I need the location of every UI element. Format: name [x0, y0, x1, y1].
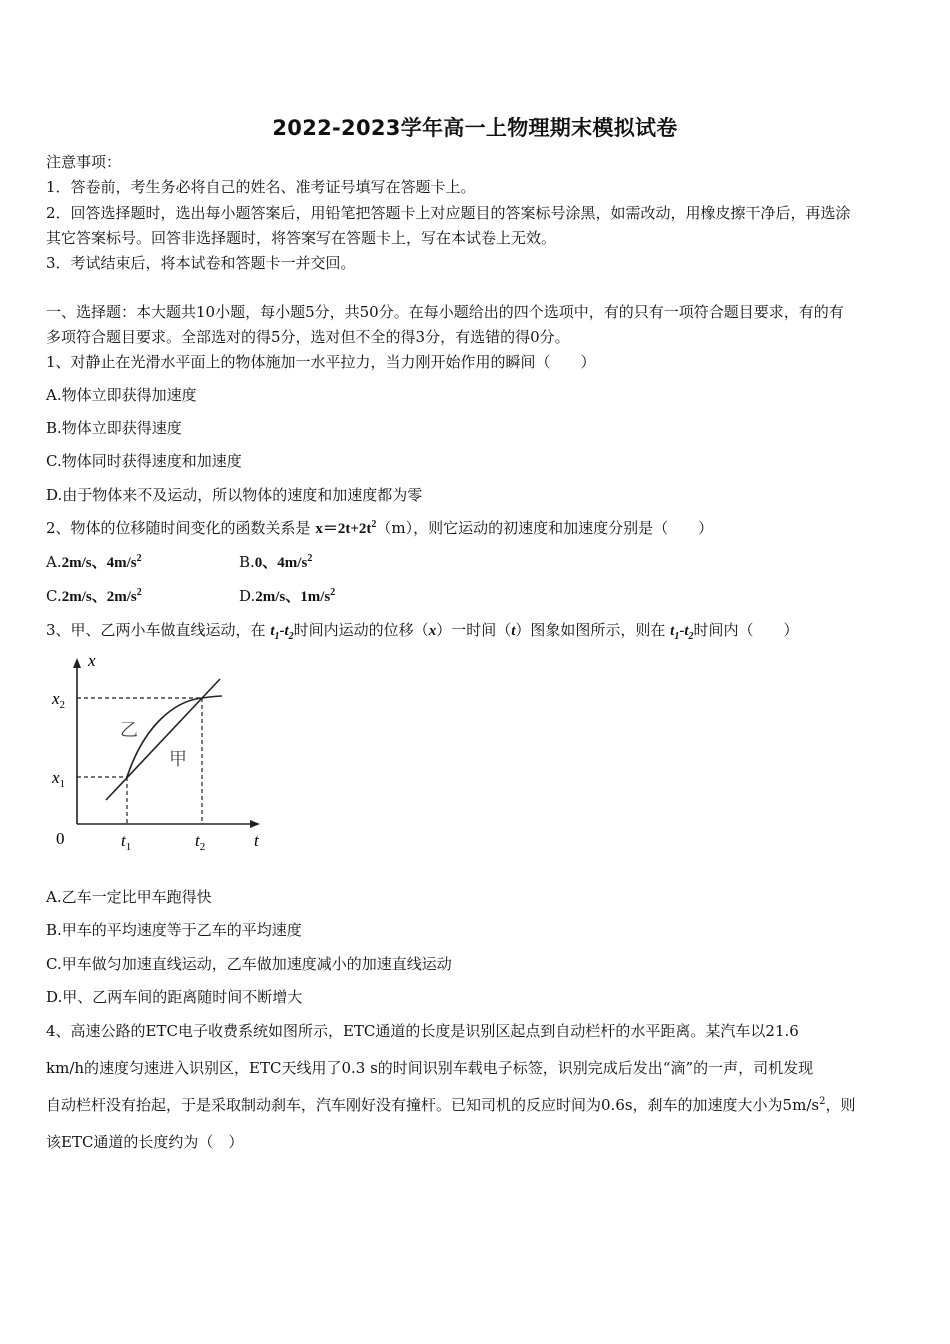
t2-var: t	[195, 831, 200, 850]
q3-t2b-var: t	[684, 623, 689, 639]
q4-line-2: km/h的速度匀速进入识别区，ETC天线用了0.3 s的时间识别车载电子标签，识别完成后发出“滴”的一声，司机发现	[46, 1059, 814, 1077]
q3-t1b-var: t	[670, 623, 675, 639]
q3-stem-b: 时间内运动的位移（	[293, 621, 429, 639]
x1-label	[51, 768, 65, 790]
q2-option-c-exp: 2	[136, 587, 142, 598]
q2-option-c	[46, 586, 142, 607]
q3-t1-sub: 1	[274, 631, 280, 642]
y-axis-arrow	[73, 658, 81, 668]
notice-heading: 注意事项：	[46, 153, 122, 171]
q1-option-c: C.物体同时获得速度和加速度	[46, 452, 242, 470]
q3-option-b: B.甲车的平均速度等于乙车的平均速度	[46, 921, 302, 939]
q3-option-c: C.甲车做匀加速直线运动，乙车做加速度减小的加速直线运动	[46, 955, 452, 973]
q1-option-d: D.由于物体来不及运动，所以物体的速度和加速度都为零	[46, 486, 423, 504]
q2-option-b-label: B.	[239, 553, 255, 571]
q3-t2	[284, 623, 294, 642]
q2-option-d	[239, 586, 335, 607]
q1-stem: 1、对静止在光滑水平面上的物体施加一水平拉力，当力刚开始作用的瞬间（ ）	[46, 353, 596, 371]
q2-option-b-value: 0、4m/s	[254, 555, 308, 571]
t1-label	[121, 831, 131, 853]
q3-t2b-sub: 2	[688, 631, 694, 642]
x1-var: x	[52, 768, 60, 787]
q3-t2-sub: 2	[288, 631, 294, 642]
q2-option-d-exp: 2	[330, 587, 336, 598]
x2-sub: 2	[59, 699, 66, 711]
q4-line-4: 该ETC通道的长度约为（ ）	[46, 1133, 244, 1151]
q3-option-a: A.乙车一定比甲车跑得快	[46, 888, 212, 906]
notice-item-3: 3．考试结束后，将本试卷和答题卡一并交回。	[46, 254, 356, 272]
q2-option-a	[46, 552, 142, 573]
q2-formula	[315, 521, 376, 537]
q4-line-3-exp: 2	[819, 1096, 826, 1107]
q2-option-b-exp: 2	[307, 553, 313, 564]
x1-sub: 1	[59, 778, 66, 790]
q4-line-3-end: ，则	[825, 1096, 856, 1114]
q2-formula-exponent: 2	[371, 519, 377, 530]
q2-option-d-label: D.	[239, 587, 256, 605]
q3-xt-graph	[44, 646, 272, 856]
q3-t1	[270, 623, 280, 642]
q2-option-c-value: 2m/s、2m/s	[61, 589, 137, 605]
q4-line-3	[46, 1095, 855, 1115]
q2-option-a-label: A.	[46, 553, 62, 571]
q2-option-a-value: 2m/s、4m/s	[61, 555, 137, 571]
x2-label	[51, 689, 65, 711]
q1-option-b: B.物体立即获得速度	[46, 419, 182, 437]
q3-t-var: t	[511, 623, 516, 639]
q3-stem-a: 3、甲、乙两小车做直线运动，在	[46, 621, 271, 639]
q4-line-1: 4、高速公路的ETC电子收费系统如图所示，ETC通道的长度是识别区起点到自动栏杆的水平距离。某汽车以21.6	[46, 1022, 799, 1040]
notice-item-2-cont: 其它答案标号。回答非选择题时，将答案写在答题卡上，写在本试卷上无效。	[46, 229, 557, 247]
q3-stem	[46, 620, 799, 641]
q2-option-a-exp: 2	[136, 553, 142, 564]
q2-option-b	[239, 552, 312, 573]
page-title: 2022-2023学年高一上物理期末模拟试卷	[272, 116, 678, 140]
q4-line-3-text: 自动栏杆没有抬起，于是采取制动刹车，汽车刚好没有撞杆。已知司机的反应时间为0.6s，刹车的加速度大小为5m/s	[46, 1096, 820, 1114]
origin-label: 0	[56, 829, 65, 848]
jia-label: 甲	[169, 749, 187, 769]
q2-option-c-label: C.	[46, 587, 62, 605]
q3-t1-var: t	[270, 623, 275, 639]
notice-item-1: 1．答卷前，考生务必将自己的姓名、准考证号填写在答题卡上。	[46, 178, 476, 196]
x-axis-arrow	[250, 820, 260, 828]
q1-option-a: A.物体立即获得加速度	[46, 386, 197, 404]
q3-dash: -	[279, 623, 285, 639]
q3-stem-d: ）图象如图所示，则在	[515, 621, 671, 639]
section-intro-line1: 一、选择题：本大题共10小题，每小题5分，共50分。在每小题给出的四个选项中，有的只有一项符合题目要求，有的有	[46, 303, 844, 321]
yi-label: 乙	[120, 720, 138, 740]
q3-t2-var: t	[284, 623, 289, 639]
x-axis-label: t	[254, 831, 259, 850]
x2-var: x	[52, 689, 60, 708]
t1-var: t	[121, 831, 126, 850]
t1-sub: 1	[125, 841, 132, 853]
q2-formula-text: x＝2t+2t	[315, 521, 372, 537]
t2-sub: 2	[199, 841, 206, 853]
q2-stem	[46, 518, 713, 539]
q3-t1b	[670, 623, 680, 642]
q3-t2b	[684, 623, 694, 642]
q3-x-var: x	[428, 623, 437, 639]
q2-stem-start: 2、物体的位移随时间变化的函数关系是	[46, 519, 316, 537]
q3-t1b-sub: 1	[674, 631, 680, 642]
notice-item-2: 2．回答选择题时，选出每小题答案后，用铅笔把答题卡上对应题目的答案标号涂黑，如需改动，用橡皮擦干净后，再选涂	[46, 204, 851, 222]
q3-stem-c: ）一时间（	[436, 621, 512, 639]
q2-option-d-value: 2m/s、1m/s	[255, 589, 331, 605]
section-intro-line2: 多项符合题目要求。全部选对的得5分，选对但不全的得3分，有选错的得0分。	[46, 328, 570, 346]
t2-label	[195, 831, 205, 853]
y-axis-label: x	[88, 651, 96, 670]
q3-stem-e: 时间内（ ）	[693, 621, 799, 639]
q2-stem-end: （m），则它运动的初速度和加速度分别是（ ）	[376, 519, 714, 537]
q3-option-d: D.甲、乙两车间的距离随时间不断增大	[46, 988, 303, 1006]
q3-dashb: -	[679, 623, 685, 639]
